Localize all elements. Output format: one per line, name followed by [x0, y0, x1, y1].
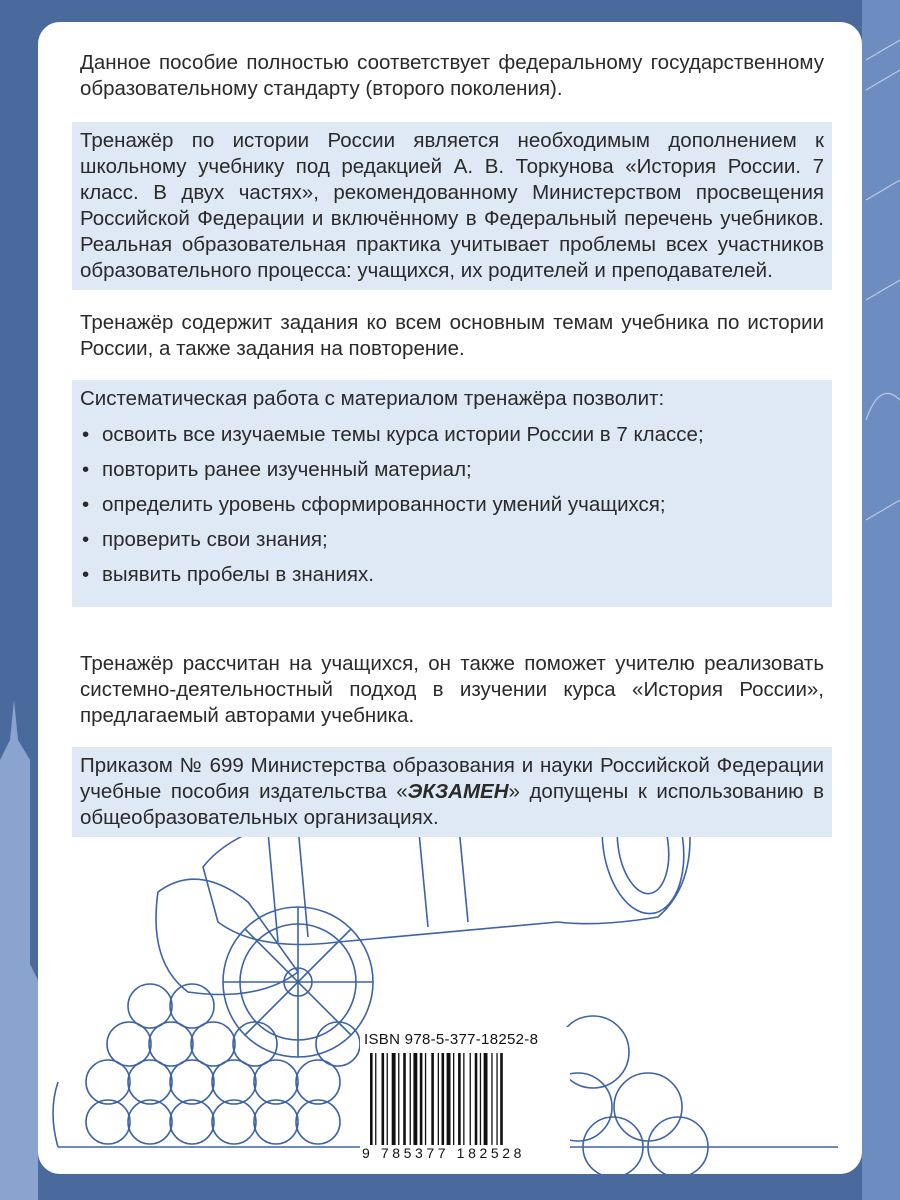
paragraph-standard: Данное пособие полностью соответствует федеральному государственному образовательному стандарту (второго поколения).	[80, 51, 824, 100]
barcode-digits: 9 785377 182528	[362, 1145, 525, 1161]
paragraph-trainer-description: Тренажёр по истории России является необходимым дополнением к школьному учебнику под редакцией А. В. Торкунова «История России. 7 класс. В двух частях», рекомендованному Министерством просвещения Российской Федерации и включённому в Федеральный перечень учебников. Реальная образовательная практика учитывает проблемы всех участников образовательного процесса: учащихся, их родителей и преподавателей.	[72, 122, 832, 290]
text-panel	[38, 22, 862, 1174]
list-item: • выявить пробелы в знаниях.	[80, 562, 824, 588]
paragraph-tasks: Тренажёр содержит задания ко всем основным темам учебника по истории России, а также задания на повторение.	[80, 311, 824, 360]
list-item: • определить уровень сформированности умений учащихся;	[80, 492, 824, 518]
benefits-list	[80, 422, 824, 588]
list-item: • повторить ранее изученный материал;	[80, 457, 824, 483]
paragraph-ministry-order	[72, 747, 832, 837]
benefits-list-block	[72, 380, 832, 607]
list-item: • освоить все изучаемые темы курса истории России в 7 классе;	[80, 422, 824, 448]
list-item: • проверить свои знания;	[80, 527, 824, 553]
list-intro: Систематическая работа с материалом тренажёра позволит:	[80, 387, 665, 410]
isbn-barcode	[360, 1027, 570, 1165]
paragraph-teacher-help: Тренажёр рассчитан на учащихся, он также поможет учителю реализовать системно-деятельностный подход в изучении курса «История России», предлагаемый авторами учебника.	[80, 652, 824, 727]
order-text-start: Приказом № 699 Министерства образования и науки Российской Федерации учебные пособия издательства «	[80, 754, 824, 803]
isbn-label: ISBN 978-5-377-18252-8	[364, 1031, 539, 1048]
order-text-end: » допущены к использованию в общеобразовательных организациях.	[80, 780, 825, 829]
barcode-bars	[370, 1053, 562, 1145]
text-content	[72, 44, 832, 837]
publisher-brand: ЭКЗАМЕН	[407, 780, 509, 803]
